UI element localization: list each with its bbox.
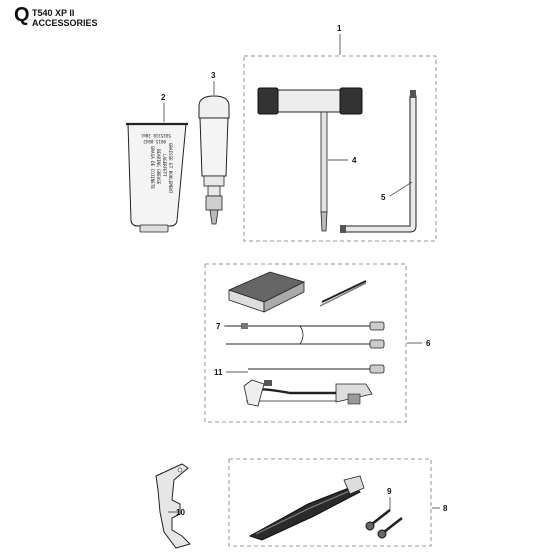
- callout-9: 9: [387, 487, 392, 496]
- callout-2: 2: [161, 93, 166, 102]
- callout-10: 10: [176, 508, 185, 517]
- bracket-10: [156, 464, 190, 548]
- callout-1: 1: [337, 24, 342, 33]
- callout-5: 5: [381, 193, 386, 202]
- tube-code-line-2: 0015 0042: [143, 139, 166, 144]
- callout-3: 3: [211, 71, 216, 80]
- tube-label-line-4: GRASA DE COJINETE: [150, 146, 155, 189]
- tweezers: [320, 281, 366, 306]
- combination-spanner: [258, 88, 362, 231]
- model-title: T540 XP II: [32, 8, 75, 18]
- callout-8: 8: [443, 504, 448, 513]
- tube-label-line-3: BEARING GREASE: [156, 149, 161, 185]
- callout-7: 7: [216, 322, 221, 331]
- screw-9: [366, 510, 402, 538]
- callout-11: 11: [214, 368, 223, 377]
- tube-code-line-1: 5035318 30ml: [140, 133, 171, 138]
- grease-tube: [126, 124, 188, 232]
- section-letter: Q: [14, 4, 30, 26]
- leader-5: [390, 182, 412, 196]
- cable-harness-11: [244, 365, 384, 406]
- callout-6: 6: [426, 339, 431, 348]
- callout-4: 4: [352, 156, 357, 165]
- tool-case: [229, 272, 304, 312]
- tube-label-line-1: GRAISSE ET ROULEMENT: [168, 143, 173, 194]
- group-box-1: [244, 56, 436, 241]
- tube-label-line-2: LAGERFETT: [162, 154, 167, 177]
- guard-8: [250, 476, 364, 540]
- cable-7: [226, 322, 384, 348]
- section-title: ACCESSORIES: [32, 18, 98, 28]
- grease-gun: [199, 96, 229, 224]
